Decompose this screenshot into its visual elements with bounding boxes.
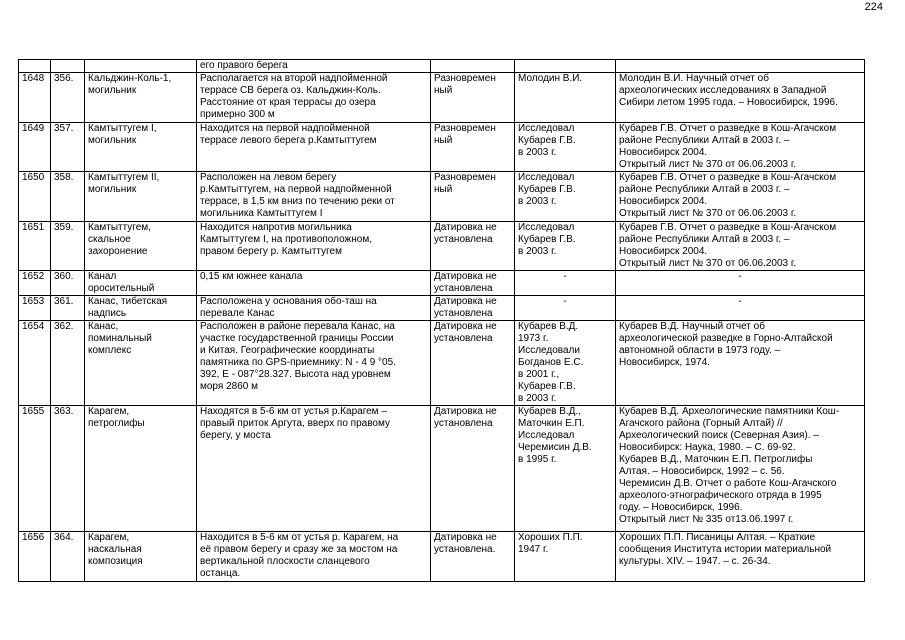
location-cell bbox=[197, 406, 431, 532]
number-cell bbox=[19, 60, 51, 73]
name-line: захоронение bbox=[88, 246, 148, 257]
table-row-continuation bbox=[19, 60, 865, 73]
researcher-line: Черемисин Д.В. bbox=[518, 442, 592, 453]
name-line: поминальный bbox=[88, 333, 152, 344]
table-row bbox=[19, 296, 865, 321]
sources-line: Кубарев Г.В. Отчет о разведке в Кош-Агачском bbox=[619, 222, 837, 233]
name-cell bbox=[85, 406, 197, 532]
name-cell bbox=[85, 172, 197, 222]
subnumber-cell: 362. bbox=[51, 321, 85, 406]
location-cell bbox=[197, 532, 431, 582]
researcher-cell bbox=[515, 222, 616, 271]
name-line: скальное bbox=[88, 234, 131, 245]
name-cell bbox=[85, 73, 197, 123]
location-line: участке государственной границы России bbox=[200, 333, 394, 344]
dating-line: Датировка не bbox=[434, 532, 497, 543]
location-line: моря 2860 м bbox=[200, 381, 258, 392]
researcher-cell bbox=[515, 406, 616, 532]
table-row bbox=[19, 123, 865, 172]
location-line: Расположен в районе перевала Канас, на bbox=[200, 321, 395, 332]
dating-line: ный bbox=[434, 135, 453, 146]
location-cell bbox=[197, 172, 431, 222]
number-cell: 1648 bbox=[19, 73, 51, 123]
name-cell bbox=[85, 222, 197, 271]
table-row bbox=[19, 321, 865, 406]
table-row bbox=[19, 532, 865, 582]
table-row bbox=[19, 172, 865, 222]
name-cell bbox=[85, 296, 197, 321]
name-line: надпись bbox=[88, 308, 127, 319]
sources-cell bbox=[616, 73, 865, 123]
name-line: Канас, bbox=[88, 321, 119, 332]
location-line: перевале Канас bbox=[200, 308, 275, 319]
sources-line: автономной области в 1973 году. – bbox=[619, 345, 781, 356]
location-cell bbox=[197, 296, 431, 321]
subnumber-cell: 358. bbox=[51, 172, 85, 222]
researcher-line: Кубарев Г.В. bbox=[518, 184, 576, 195]
researcher-line: Исследовал bbox=[518, 222, 575, 233]
sources-line: Открытый лист № 370 от 06.06.2003 г. bbox=[619, 258, 797, 269]
name-cell bbox=[85, 60, 197, 73]
sources-line: Молодин В.И. Научный отчет об bbox=[619, 73, 769, 84]
researcher-cell bbox=[515, 321, 616, 406]
dating-cell bbox=[431, 73, 515, 123]
location-line: Расположен на левом берегу bbox=[200, 172, 337, 183]
name-line: могильник bbox=[88, 184, 137, 195]
dating-cell bbox=[431, 60, 515, 73]
name-line: петроглифы bbox=[88, 418, 145, 429]
name-cell bbox=[85, 123, 197, 172]
name-line: комплекс bbox=[88, 345, 132, 356]
sources-line: Сибири летом 1995 года. – Новосибирск, 1996. bbox=[619, 97, 838, 108]
dating-cell bbox=[431, 321, 515, 406]
dating-line: установлена bbox=[434, 234, 493, 245]
name-line: Карагем, bbox=[88, 532, 130, 543]
table-row bbox=[19, 406, 865, 532]
sources-cell bbox=[616, 123, 865, 172]
table-row bbox=[19, 73, 865, 123]
dating-line: Датировка не bbox=[434, 406, 497, 417]
name-line: Камтыттугем I, bbox=[88, 123, 157, 134]
sources-line: Хороших П.П. Писаницы Алтая. – Краткие bbox=[619, 532, 816, 543]
sources-line: археологических исследованиях в Западной bbox=[619, 85, 827, 96]
researcher-line: 1973 г. bbox=[518, 333, 549, 344]
name-cell bbox=[85, 271, 197, 296]
subnumber-cell bbox=[51, 60, 85, 73]
location-line: её правом берегу и сразу же за мостом на bbox=[200, 544, 398, 555]
monuments-table bbox=[18, 59, 865, 582]
researcher-line: Исследовал bbox=[518, 430, 575, 441]
name-cell bbox=[85, 532, 197, 582]
researcher-cell bbox=[515, 296, 616, 321]
name-line: Кальджин-Коль-1, bbox=[88, 73, 172, 84]
researcher-line: - bbox=[563, 271, 567, 282]
researcher-line: Исследовал bbox=[518, 123, 575, 134]
subnumber-cell: 359. bbox=[51, 222, 85, 271]
sources-line: Открытый лист № 370 от 06.06.2003 г. bbox=[619, 159, 797, 170]
researcher-line: Кубарев Г.В. bbox=[518, 381, 576, 392]
researcher-line: в 2003 г. bbox=[518, 147, 557, 158]
location-cell: его правого берега bbox=[197, 60, 431, 73]
dating-line: установлена bbox=[434, 308, 493, 319]
sources-line: Агачского района (Горный Алтай) // bbox=[619, 418, 783, 429]
researcher-cell bbox=[515, 123, 616, 172]
dating-cell bbox=[431, 222, 515, 271]
dating-line: Датировка не bbox=[434, 271, 497, 282]
dating-line: ный bbox=[434, 85, 453, 96]
location-line: правом берегу р. Камтыттугем bbox=[200, 246, 342, 257]
researcher-line: Исследовал bbox=[518, 172, 575, 183]
sources-cell bbox=[616, 321, 865, 406]
name-line: Карагем, bbox=[88, 406, 130, 417]
number-cell: 1651 bbox=[19, 222, 51, 271]
researcher-line: Кубарев В.Д. bbox=[518, 321, 579, 332]
location-line: Находятся в 5-6 км от устья р.Карагем – bbox=[200, 406, 387, 417]
name-line: наскальная bbox=[88, 544, 142, 555]
subnumber-cell: 357. bbox=[51, 123, 85, 172]
sources-line: Кубарев В.Д., Маточкин Е.П. Петроглифы bbox=[619, 454, 813, 465]
dating-line: Разновремен bbox=[434, 123, 496, 134]
number-cell: 1656 bbox=[19, 532, 51, 582]
sources-line: культуры. XIV. – 1947. – с. 26-34. bbox=[619, 556, 771, 567]
dating-line: ный bbox=[434, 184, 453, 195]
researcher-line: Молодин В.И. bbox=[518, 73, 583, 84]
sources-line: году. – Новосибирск, 1996. bbox=[619, 502, 743, 513]
table-row bbox=[19, 222, 865, 271]
sources-line: Новосибирск 2004. bbox=[619, 196, 708, 207]
location-line: р.Камтыттугем, на первой надпойменной bbox=[200, 184, 392, 195]
dating-cell bbox=[431, 532, 515, 582]
sources-line: районе Республики Алтай в 2003 г. – bbox=[619, 184, 790, 195]
number-cell: 1654 bbox=[19, 321, 51, 406]
sources-line: Кубарев В.Д. Научный отчет об bbox=[619, 321, 765, 332]
researcher-line: Богданов Е.С. bbox=[518, 357, 584, 368]
sources-line: Алтая. – Новосибирск, 1992 – с. 56. bbox=[619, 466, 785, 477]
researcher-line: Кубарев Г.В. bbox=[518, 135, 576, 146]
dating-line: Разновремен bbox=[434, 73, 496, 84]
subnumber-cell: 361. bbox=[51, 296, 85, 321]
sources-line: Открытый лист № 370 от 06.06.2003 г. bbox=[619, 208, 797, 219]
dating-line: установлена bbox=[434, 333, 493, 344]
name-line: Камтыттугем II, bbox=[88, 172, 160, 183]
researcher-cell bbox=[515, 532, 616, 582]
researcher-line: 1947 г. bbox=[518, 544, 549, 555]
number-cell: 1650 bbox=[19, 172, 51, 222]
sources-line: Кубарев Г.В. Отчет о разведке в Кош-Агачском bbox=[619, 123, 837, 134]
dating-cell bbox=[431, 406, 515, 532]
researcher-line: в 1995 г. bbox=[518, 454, 557, 465]
dating-cell bbox=[431, 172, 515, 222]
location-line: и Китая. Географические координаты bbox=[200, 345, 375, 356]
researcher-line: Кубарев В.Д., bbox=[518, 406, 581, 417]
location-line: памятника по GPS-приемнику: N - 4 9 °05. bbox=[200, 357, 396, 368]
location-line: берегу, у моста bbox=[200, 430, 271, 441]
location-line: 392, E - 087°28.327. Высота над уровнем bbox=[200, 369, 391, 380]
number-cell: 1655 bbox=[19, 406, 51, 532]
location-line: вертикальной плоскости сланцевого bbox=[200, 556, 370, 567]
researcher-cell bbox=[515, 271, 616, 296]
sources-line: Новосибирск 2004. bbox=[619, 147, 708, 158]
sources-line: Черемисин Д.В. Отчет о работе Кош-Агачского bbox=[619, 478, 837, 489]
number-cell: 1652 bbox=[19, 271, 51, 296]
sources-line: Новосибирск: Наука, 1980. – С. 69-92. bbox=[619, 442, 796, 453]
researcher-line: в 2003 г. bbox=[518, 246, 557, 257]
location-line: террасе левого берега р.Камтыттугем bbox=[200, 135, 377, 146]
dating-line: установлена. bbox=[434, 544, 496, 555]
researcher-cell bbox=[515, 60, 616, 73]
name-line: могильник bbox=[88, 85, 137, 96]
dating-cell bbox=[431, 296, 515, 321]
sources-line: Археологический поиск (Северная Азия). – bbox=[619, 430, 819, 441]
location-cell bbox=[197, 321, 431, 406]
number-cell: 1653 bbox=[19, 296, 51, 321]
sources-cell bbox=[616, 532, 865, 582]
sources-cell bbox=[616, 271, 865, 296]
subnumber-cell: 356. bbox=[51, 73, 85, 123]
researcher-line: в 2003 г. bbox=[518, 196, 557, 207]
sources-line: Открытый лист № 335 от13.06.1997 г. bbox=[619, 514, 794, 525]
dating-line: установлена bbox=[434, 283, 493, 294]
sources-line: Новосибирск, 1974. bbox=[619, 357, 710, 368]
sources-line: - bbox=[738, 271, 742, 282]
location-line: Расстояние от края террасы до озера bbox=[200, 97, 376, 108]
location-cell bbox=[197, 271, 431, 296]
subnumber-cell: 363. bbox=[51, 406, 85, 532]
sources-line: археолого-этнографического отряда в 1995 bbox=[619, 490, 822, 501]
name-line: могильник bbox=[88, 135, 137, 146]
dating-cell bbox=[431, 123, 515, 172]
dating-line: установлена bbox=[434, 418, 493, 429]
location-line: примерно 300 м bbox=[200, 109, 275, 120]
researcher-line: в 2001 г., bbox=[518, 369, 560, 380]
researcher-line: - bbox=[563, 296, 567, 307]
dating-line: Разновремен bbox=[434, 172, 496, 183]
sources-line: районе Республики Алтай в 2003 г. – bbox=[619, 234, 790, 245]
location-line: Находится на первой надпойменной bbox=[200, 123, 370, 134]
name-line: оросительный bbox=[88, 283, 155, 294]
dating-line: Датировка не bbox=[434, 321, 497, 332]
page-number: 224 bbox=[864, 1, 883, 13]
dating-cell bbox=[431, 271, 515, 296]
researcher-line: Кубарев Г.В. bbox=[518, 234, 576, 245]
location-cell bbox=[197, 73, 431, 123]
sources-line: сообщения Института истории материальной bbox=[619, 544, 832, 555]
researcher-line: Хороших П.П. bbox=[518, 532, 583, 543]
name-line: Канал bbox=[88, 271, 117, 282]
subnumber-cell: 364. bbox=[51, 532, 85, 582]
researcher-cell bbox=[515, 73, 616, 123]
name-line: композиция bbox=[88, 556, 143, 567]
location-cell bbox=[197, 222, 431, 271]
sources-cell bbox=[616, 60, 865, 73]
location-line: Находится в 5-6 км от устья р. Карагем, на bbox=[200, 532, 399, 543]
sources-line: районе Республики Алтай в 2003 г. – bbox=[619, 135, 790, 146]
name-cell bbox=[85, 321, 197, 406]
name-line: Камтыттугем, bbox=[88, 222, 151, 233]
sources-cell bbox=[616, 172, 865, 222]
sources-line: Новосибирск 2004. bbox=[619, 246, 708, 257]
location-line: останца. bbox=[200, 568, 241, 579]
location-line: правый приток Аргута, вверх по правому bbox=[200, 418, 390, 429]
location-line: Находится напротив могильника bbox=[200, 222, 352, 233]
sources-line: Кубарев В.Д. Археологические памятники Кош- bbox=[619, 406, 840, 417]
location-cell bbox=[197, 123, 431, 172]
location-line: Располагается на второй надпойменной bbox=[200, 73, 388, 84]
researcher-cell bbox=[515, 172, 616, 222]
location-line: Расположена у основания обо-таш на bbox=[200, 296, 377, 307]
sources-cell bbox=[616, 222, 865, 271]
researcher-line: в 2003 г. bbox=[518, 393, 557, 404]
number-cell: 1649 bbox=[19, 123, 51, 172]
location-line: могильника Камтыттугем I bbox=[200, 208, 323, 219]
sources-line: - bbox=[738, 296, 742, 307]
location-line: Камтыттугем I, на противоположном, bbox=[200, 234, 372, 245]
dating-line: Датировка не bbox=[434, 296, 497, 307]
sources-cell bbox=[616, 406, 865, 532]
subnumber-cell: 360. bbox=[51, 271, 85, 296]
sources-cell bbox=[616, 296, 865, 321]
location-line: террасе СВ берега оз. Кальджин-Коль. bbox=[200, 85, 381, 96]
researcher-line: Исследовали bbox=[518, 345, 580, 356]
location-line: 0,15 км южнее канала bbox=[200, 271, 303, 282]
location-line: террасе, в 1,5 км вниз по течению реки от bbox=[200, 196, 395, 207]
name-line: Канас, тибетская bbox=[88, 296, 168, 307]
table-row bbox=[19, 271, 865, 296]
sources-line: Кубарев Г.В. Отчет о разведке в Кош-Агачском bbox=[619, 172, 837, 183]
researcher-line: Маточкин Е.П. bbox=[518, 418, 585, 429]
dating-line: Датировка не bbox=[434, 222, 497, 233]
sources-line: археологической разведке в Горно-Алтайской bbox=[619, 333, 833, 344]
